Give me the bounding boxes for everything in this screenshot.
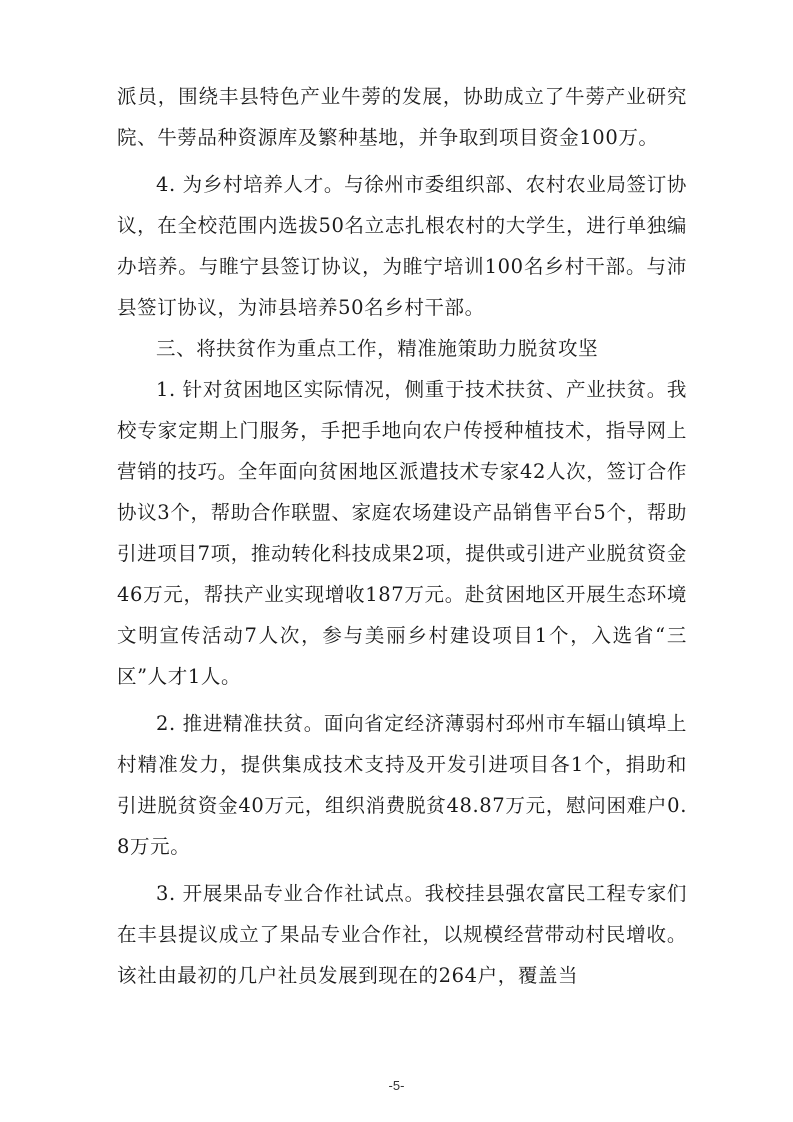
paragraph-talent-training: 4. 为乡村培养人才。与徐州市委组织部、农村农业局签订协议，在全校范围内选拔50名立志扎根农村的大学生，进行单独编办培养。与睢宁县签订协议，为睢宁培训100名乡村干部。与沛县签订协议，为沛县培养50名乡村干部。 xyxy=(117,173,687,319)
paragraph-technical-assistance: 1. 针对贫困地区实际情况，侧重于技术扶贫、产业扶贫。我校专家定期上门服务，手把手地向农户传授种植技术，指导网上营销的技巧。全年面向贫困地区派遣技术专家42人次，签订合作协议3个，帮助合作联盟、家庭农场建设产品销售平台5个，帮助引进项目7项，推动转化科技成果2项，提供或引进产业脱贫资金46万元，帮扶产业实现增收187万元。赴贫困地区开展生态环境文明宣传活动7人次，参与美丽乡村建设项目1个，入选省“三区”人才1人。 xyxy=(117,378,687,688)
paragraph-precise-alleviation: 2. 推进精准扶贫。面向省定经济薄弱村邳州市车辐山镇埠上村精准发力，提供集成技术支持及开发引进项目各1个，捐助和引进脱贫资金40万元，组织消费脱贫48.87万元，慰问困难户0.8万元。 xyxy=(117,712,687,858)
section-heading-poverty-alleviation: 三、将扶贫作为重点工作，精准施策助力脱贫攻坚 xyxy=(156,337,599,360)
paragraph-fruit-cooperative: 3. 开展果品专业合作社试点。我校挂县强农富民工程专家们在丰县提议成立了果品专业合作社，以规模经营带动村民增收。该社由最初的几户社员发展到现在的264户，覆盖当 xyxy=(117,882,687,987)
page-number: -5- xyxy=(388,1078,405,1093)
paragraph-niubang-industry: 派员，围绕丰县特色产业牛蒡的发展，协助成立了牛蒡产业研究院、牛蒡品种资源库及繁种基地，并争取到项目资金100万。 xyxy=(117,85,687,149)
document-body xyxy=(117,76,687,996)
